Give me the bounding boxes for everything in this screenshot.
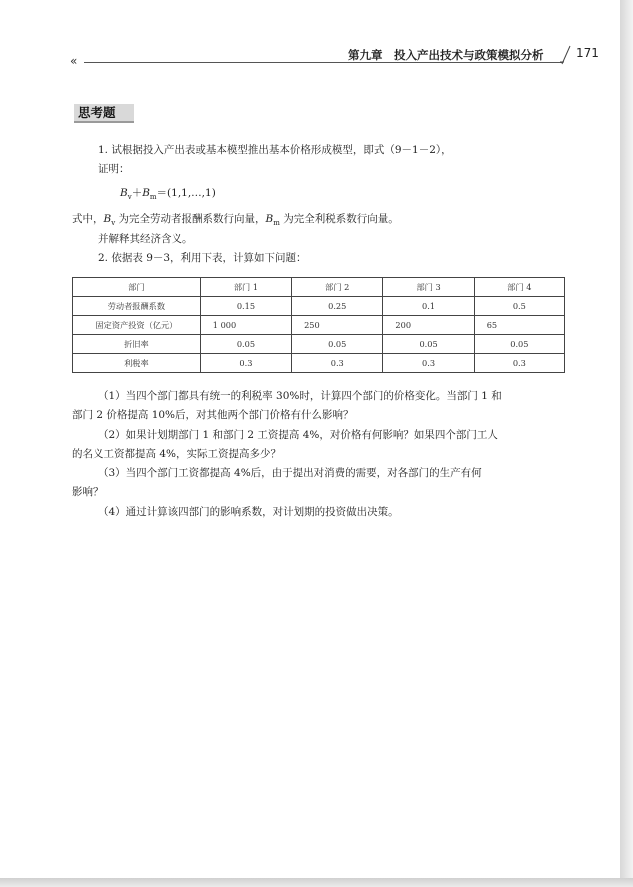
- table-row: [73, 316, 565, 335]
- table-cell: 0.1: [383, 297, 474, 316]
- note-sub-v: v: [111, 219, 116, 228]
- formula-rhs: ＝(1,1,…,1): [156, 187, 216, 199]
- table-cell: 250: [292, 316, 383, 335]
- table-cell: 0.05: [200, 335, 291, 354]
- formula-sub-m: m: [149, 193, 157, 202]
- note-middle: 为完全劳动者报酬系数行向量，: [115, 213, 266, 225]
- table-header-cell: 部门: [73, 278, 201, 297]
- table-cell: 0.05: [292, 335, 383, 354]
- table-row: [73, 354, 565, 373]
- question-1-line-4: 并解释其经济含义。: [98, 233, 193, 245]
- table-row: [73, 335, 565, 354]
- table-header-cell: 部门 1: [200, 278, 291, 297]
- chapter-title: 第九章 投入产出技术与政策模拟分析: [348, 48, 544, 62]
- row-label: 固定资产投资（亿元）: [73, 316, 201, 335]
- note-suffix: 为完全利税系数行向量。: [279, 213, 399, 225]
- table-cell: 0.3: [292, 354, 383, 373]
- formula-plus: ＋: [131, 187, 143, 199]
- sub-question-3-line-2: 影响？: [72, 486, 104, 498]
- note-b-m: B: [265, 213, 274, 225]
- table-cell: 0.05: [383, 335, 474, 354]
- table-header-cell: 部门 2: [292, 278, 383, 297]
- note-prefix: 式中，: [72, 213, 104, 225]
- question-1-line-2: 证明：: [98, 163, 130, 175]
- formula-explanation: [72, 212, 399, 230]
- page-edge-shadow: [620, 0, 633, 887]
- sub-question-1-line-1: （1）当四个部门都具有统一的利税率 30%时，计算四个部门的价格变化。当部门 1 和: [98, 390, 502, 402]
- table-cell: 0.15: [200, 297, 291, 316]
- table-cell: 0.05: [474, 335, 564, 354]
- formula-sub-v: v: [127, 193, 132, 202]
- table-cell: 0.3: [474, 354, 564, 373]
- sub-question-1-line-2: 部门 2 价格提高 10%后，对其他两个部门价格有什么影响？: [72, 409, 354, 421]
- table-cell: 200: [383, 316, 474, 335]
- table-cell: 0.5: [474, 297, 564, 316]
- formula-b-v: B: [120, 187, 128, 199]
- row-label: 劳动者报酬系数: [73, 297, 201, 316]
- table-cell: 65: [474, 316, 564, 335]
- row-label: 折旧率: [73, 335, 201, 354]
- price-formula: [120, 186, 216, 204]
- table-cell: 0.25: [292, 297, 383, 316]
- page-bottom-shadow: [0, 878, 633, 887]
- formula-b-m: B: [142, 187, 150, 199]
- table-row: [73, 297, 565, 316]
- sub-question-4-line-1: （4）通过计算该四部门的影响系数，对计划期的投资做出决策。: [98, 506, 399, 518]
- note-b-v: B: [103, 213, 112, 225]
- sub-question-2-line-2: 的名义工资都提高 4%，实际工资提高多少？: [72, 448, 281, 460]
- note-sub-m: m: [273, 219, 280, 228]
- table-header-cell: 部门 3: [383, 278, 474, 297]
- sub-question-3-line-1: （3）当四个部门工资都提高 4%后，由于提出对消费的需要，对各部门的生产有何: [98, 467, 482, 479]
- chevron-left-icon: «: [70, 54, 75, 68]
- table-header-row: [73, 278, 565, 297]
- question-1-line-1: 1. 试根据投入产出表或基本模型推出基本价格形成模型，即式（9－1－2），: [98, 144, 452, 156]
- page-number: 171: [576, 46, 599, 60]
- sub-question-2-line-1: （2）如果计划期部门 1 和部门 2 工资提高 4%，对价格有何影响？如果四个部门工人: [98, 429, 498, 441]
- data-table: [72, 277, 565, 373]
- section-heading: 思考题: [74, 104, 134, 123]
- table-cell: 0.3: [383, 354, 474, 373]
- question-2-intro: 2. 依据表 9－3，利用下表，计算如下问题：: [98, 252, 307, 264]
- table-cell: 0.3: [200, 354, 291, 373]
- table-header-cell: 部门 4: [474, 278, 564, 297]
- header-divider: [560, 44, 572, 66]
- table-cell: 1 000: [200, 316, 291, 335]
- row-label: 利税率: [73, 354, 201, 373]
